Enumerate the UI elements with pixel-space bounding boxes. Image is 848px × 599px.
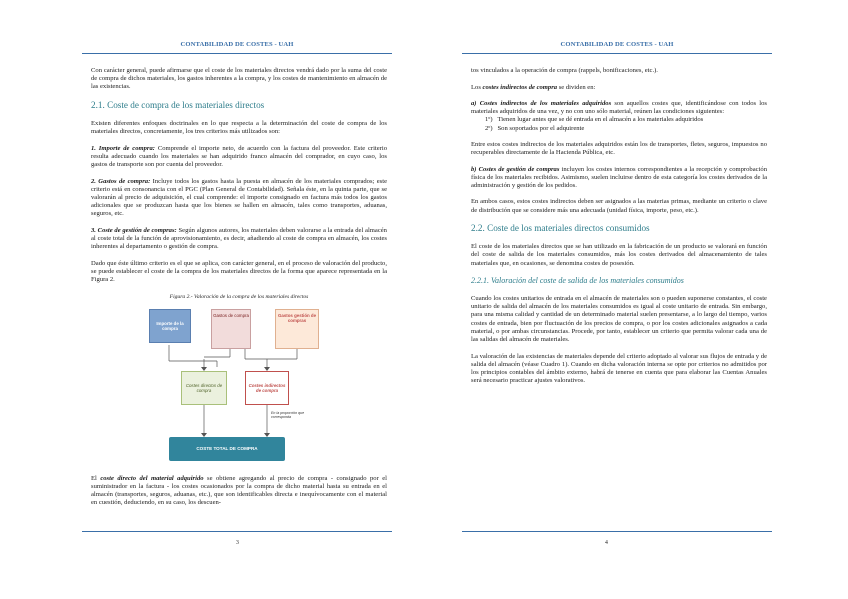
running-header: CONTABILIDAD DE COSTES - UAH (180, 41, 294, 48)
footer-rule (82, 531, 392, 532)
figure-2-diagram (149, 305, 319, 465)
box-costes-indirectos: Costes indirectos de compra (245, 371, 289, 405)
box-importe-compra: Importe de la compra (149, 309, 191, 343)
paragraph-direct-cost (91, 475, 387, 508)
criterion-1 (91, 145, 387, 170)
left-column (91, 67, 387, 516)
section-heading-2-2: 2.2. Coste de los materiales directos consumidos (471, 223, 650, 234)
box-coste-total: COSTE TOTAL DE COMPRA (169, 437, 285, 461)
paragraph: Dado que éste último criterio es el que se aplica, con carácter general, en el proceso de valoración del producto, se puede establecer el coste de la compra de los materiales directos de la forma que aparece representada en la Figura 2. (91, 259, 387, 284)
paragraph: La valoración de las existencias de materiales depende del criterio adoptado al valorar sus flujos de entrada y de salida del almacén (véase Cuadro 1). Cuando en dicha valoración interna se opte por criterios no admitidos por los principios contables del ámbito externo, habrá de tenerse en cuenta que para elaborar las Cuentas Anuales será necesario practicar ajustes valorativos. (471, 352, 767, 385)
paragraph: Cuando los costes unitarios de entrada en el almacén de materiales son o pueden suponerse constantes, el coste unitario de salida del almacén de los materiales consumidos es igual al coste unitario de entrada. Sin embargo, para una misma calidad y cantidad de un determinado material suelen presentarse, a lo largo del tiempo, varios costes de entrada, bien por fluctuación de los precios de compra, o por los costes adicionales asignados a cada material, o por ambas circunstancias. Procede, por tanto, establecer un criterio que permita valorar cada una de las salidas del almacén de materiales. (471, 295, 767, 344)
item-b (471, 166, 767, 191)
page-number: 4 (605, 540, 608, 546)
right-page (424, 0, 848, 599)
item-b-text: incluyen los costes internos correspondientes a la recepción y comprobación física de los materiales recibidos. Asimismo, suelen incluirse dentro de esta categoría los costes derivados de la administración y gestión de los pedidos. (471, 165, 768, 189)
right-column (471, 67, 767, 394)
box-gastos-gestion: Gastos gestión de compras (275, 309, 319, 349)
paragraph: El coste de los materiales directos que se han utilizado en la fabricación de un producto se valorará en función del coste de salida de los materiales consumidos, más los costes derivados del almacenamiento de tales materiales que, en ocasiones, se denomina costes de posesión. (471, 243, 767, 267)
text: se dividen en: (557, 83, 596, 91)
criterion-1-text: Comprende el importe neto, de acuerdo con la factura del proveedor. Este criterio resulta adecuado cuando los materiales se han adquirido franco almacén del comprador, en cuyo caso, los gastos de transporte son por cuenta del proveedor. (91, 144, 388, 169)
running-header: CONTABILIDAD DE COSTES - UAH (560, 41, 674, 48)
paragraph-indirect (471, 84, 767, 92)
figure-caption: Figura 2.- Valoración de la compra de los materiales directos (169, 293, 309, 300)
intro-paragraph: Con carácter general, puede afirmarse que el coste de los materiales directos vendrá dado por la suma del coste de compra de dichos materiales, los gastos inherentes a la compra, y los costes de mantenimiento en almacén de las existencias. (91, 67, 387, 91)
item-a-text: son aquellos costes que, identificándose con todos los materiales adquiridos de una vez, y no con uno sólo material, reúnen las condiciones siguientes: (471, 100, 768, 116)
criterion-2-text: Incluye todos los gastos hasta la puesta en almacén de los materiales comprados; este criterio está en consonancia con el PGC (Plan General de Contabilidad). Señala éste, en la quinta parte, que se valorarán al precio de adquisición, el cual comprende: el importe consignado en factura más todos los gastos adicionales que se produzcan hasta que los bienes se hallen en almacén, tales como transportes, aduanas, seguros, etc. (91, 177, 387, 218)
criterion-3-label: 3. Coste de gestión de compras: (91, 226, 177, 234)
criterion-3 (91, 227, 387, 252)
paragraph: En ambos casos, estos costes indirectos deben ser asignados a las materias primas, mediante un criterio o clave de distribución que se considere más una adecuada (unidad física, importe, peso, etc.). (471, 198, 767, 214)
text: El (91, 474, 101, 482)
emphasis: costes indirectos de compra (482, 83, 558, 91)
item-a-label: a) Costes indirectos de los materiales adquiridos (471, 100, 612, 107)
page-number: 3 (236, 540, 239, 546)
criterion-2 (91, 178, 387, 219)
emphasis: coste directo del material adquirido (100, 474, 204, 482)
item-number: 1º) (485, 116, 493, 124)
paragraph: tos vinculados a la operación de compra (rappels, bonificaciones, etc.). (471, 67, 658, 74)
item-a (471, 100, 767, 116)
criterion-3-text: Según algunos autores, los materiales deben valorarse a la entrada del almacén al coste total de la función de aprovisionamiento, es decir, añadiendo al coste de compra en almacén, los costes inherentes al departamento o gestión de compra. (91, 226, 387, 251)
paragraph: Existen diferentes enfoques doctrinales en lo que respecta a la determinación del coste de compra de los materiales directos, concretamente, los tres criterios más utilizados son: (91, 119, 387, 136)
proportion-note: En la proporción que corresponda (271, 410, 305, 419)
text: Los (471, 83, 483, 91)
box-gastos-compra: Gastos de compra (211, 309, 251, 349)
item-text: Tienen lugar antes que se dé entrada en el almacén a los materiales adquiridos (497, 116, 704, 124)
item-text: Son soportados por el adquirente (497, 124, 585, 132)
list-a (471, 100, 767, 133)
footer-rule (462, 531, 772, 532)
section-heading-2-2-1: 2.2.1. Valoración del coste de salida de los materiales consumidos (471, 276, 684, 286)
header-rule (82, 53, 392, 54)
header-rule (462, 53, 772, 54)
paragraph: Entre estos costes indirectos de los materiales adquiridos están los de transportes, fletes, seguros, impuestos no recuperables directamente de la Hacienda Pública, etc. (471, 140, 767, 157)
criterion-1-label: 1. Importe de compra: (91, 144, 155, 152)
box-costes-directos: Costes directos de compra (181, 371, 227, 405)
item-number: 2º) (485, 124, 493, 132)
text: se obtiene agregando al precio de compra - consignado por el suministrador en la factura - los costes ocasionados por la compra de dicho material hasta su entrada en el almacén (transportes, seguros, aduanas, etc.), que son identificables directa e inequívocamente con el material en cuestión, deduciendo, en su caso, los descuen- (91, 474, 388, 507)
list-item (485, 116, 767, 124)
criterion-2-label: 2. Gastos de compra: (91, 177, 151, 185)
item-b-label: b) Costes de gestión de compras (471, 165, 560, 173)
section-heading-2-1: 2.1. Coste de compra de los materiales directos (91, 99, 265, 110)
list-item (485, 125, 767, 133)
